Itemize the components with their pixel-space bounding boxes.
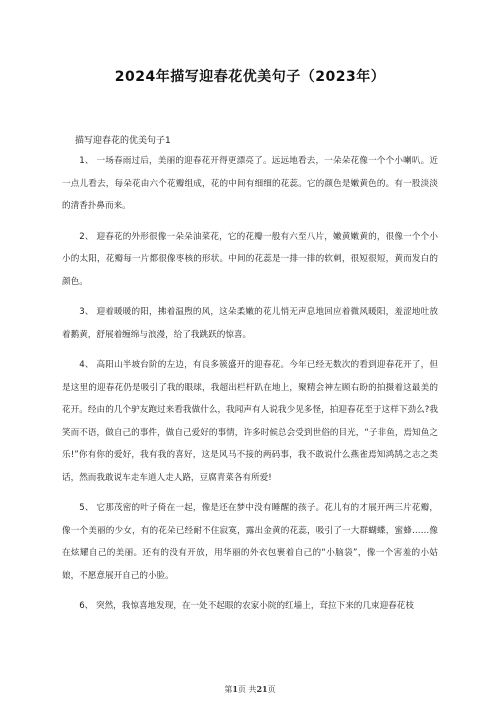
footer-suffix: 页 (267, 685, 276, 694)
paragraph-4: 4、 高阳山半坡台阶的左边，有良多簇盛开的迎春花。今年已经无数次的看到迎春花开了，但是这里的迎春花仍是吸引了我的眼球，我超出栏杆趴在地上，聚精会神左顾右盼的拍摄着这最美的花开。经由的几个驴友跑过来看我做什么，我闻声有人说我少见多怪，拍迎春花至于这样下劲么?我笑而不语，做自己的事件，做自己爱好的事情，许多时候总会受到世俗的目光，“子非鱼，焉知鱼之乐!”你有你的爱好，我有我的喜好，这是风马不接的两码事，我不敢说什么燕雀焉知鸿鹄之志之类话，然而我敢说车走车道人走人路，豆腐青菜各有所爱! (62, 360, 438, 483)
section-subtitle: 描写迎春花的优美句子1 (75, 136, 171, 146)
paragraph-6: 6、 突然，我惊喜地发现，在一处不起眼的农家小院的红墙上，耷拉下来的几束迎春花枝 (79, 601, 414, 611)
paragraph-1: 1、 一场春雨过后，美丽的迎春花开得更漂亮了。远远地看去，一朵朵花像一个个小喇叭。近一点儿看去，每朵花由六个花瓣组成，花的中间有细细的花蕊。它的颜色是嫩黄色的。有一股淡淡的清香扑鼻而来。 (62, 156, 438, 211)
paragraph-3: 3、 迎着暖暖的阳，拂着温煦的风，这朵柔嫩的花儿悄无声息地回应着微风暖阳，羞涩地吐放着鹅黄，舒展着缠绵与浪漫，给了我跳跃的惊喜。 (62, 307, 438, 340)
document-title: 2024年描写迎春花优美句子（2023年） (114, 69, 386, 85)
footer-current-page: 1 (232, 684, 238, 694)
footer-total-pages: 21 (256, 684, 268, 694)
paragraph-5: 5、 它那茂密的叶子倚在一起，像是还在梦中没有睡醒的孩子。花儿有的才展开两三片花瓣，像一个美丽的少女，有的花朵已经耐不住寂寞，露出金黄的花蕊，吸引了一大群蝴蝶，蜜蜂……像在炫耀自己的美丽。还有的没有开放，用华丽的外衣包裹着自己的“小脑袋”，像一个害羞的小姑娘，不愿意展开自己的小脸。 (62, 503, 438, 581)
paragraph-2: 2、 迎春花的外形很像一朵朵油菜花，它的花瓣一般有六至八片，嫩黄嫩黄的，很像一个个小小的太阳，花瓣每一片都很像枣核的形状。中间的花蕊是一排一排的软刺，很短很短，黄而发白的颜色。 (62, 231, 438, 287)
footer-mid: 页 共 (237, 685, 257, 694)
page-footer (0, 684, 500, 695)
body-text (62, 150, 438, 626)
footer-prefix: 第 (224, 685, 233, 694)
